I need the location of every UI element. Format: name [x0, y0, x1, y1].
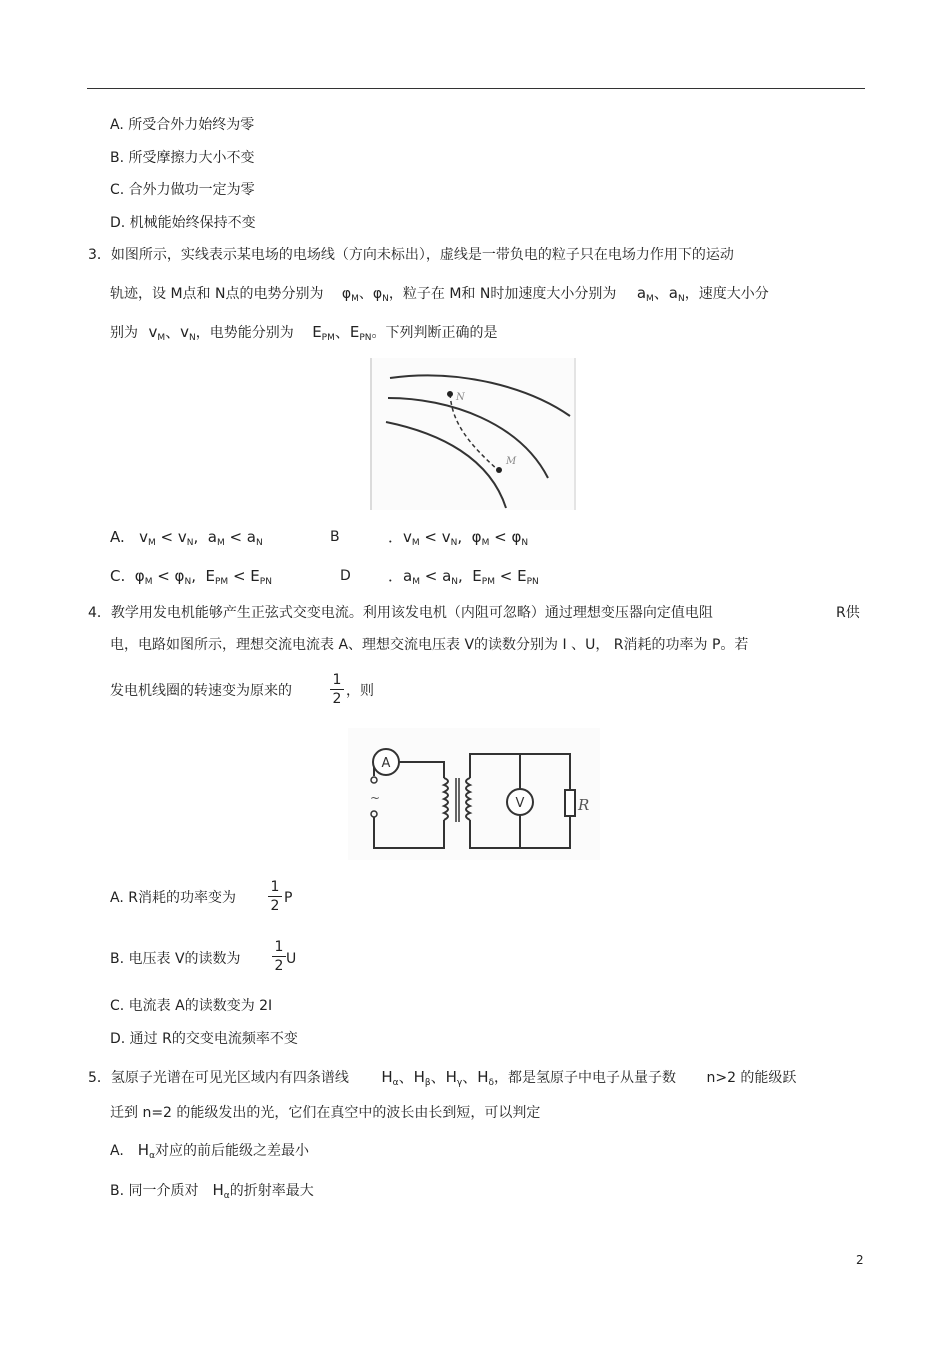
svg-text:R: R	[578, 796, 590, 814]
q3-option-b-label: B	[330, 529, 340, 545]
q4-option-b: B. 电压表 V的读数为	[110, 951, 241, 967]
svg-text:A: A	[381, 756, 391, 771]
q2-option-d: D. 机械能始终保持不变	[110, 215, 256, 231]
q3-stem-line2: 轨迹，设 M点和 N点的电势分别为 $\varphi_M$、$\varphi_N$，粒子在 M和 N时加速度大小分别为 $a_M$、$a_N$，速度大小分	[110, 284, 769, 304]
q2-option-c: C. 合外力做功一定为零	[110, 182, 255, 198]
q3-option-c: C. $\varphi_M < \varphi_N$, $E_{PM} < E_{PN}$	[110, 567, 272, 587]
q5-stem-line1: 5．氢原子光谱在可见光区域内有四条谱线 $H_\alpha$、$H_\beta$、$H_\gamma$、$H_\delta$，都是氢原子中电子从量子数 n>2 的能级跃	[88, 1068, 797, 1088]
electric-field-figure	[370, 358, 576, 510]
q4-stem-line2: 电，电路如图所示，理想交流电流表 A、理想交流电压表 V的读数分别为 I 、U， R消耗的功率为 P。若	[110, 637, 749, 653]
header-rule	[87, 88, 865, 89]
q2-option-b: B. 所受摩擦力大小不变	[110, 150, 255, 166]
secondary-coil	[466, 778, 470, 820]
point-m	[496, 467, 502, 473]
q4-option-a-fraction: 1 2	[268, 879, 282, 914]
q4-option-a: A. R消耗的功率变为	[110, 890, 236, 906]
q4-option-c: C. 电流表 A的读数变为 2I	[110, 998, 273, 1014]
page-number: 2	[856, 1253, 864, 1267]
svg-text:V: V	[515, 796, 525, 811]
q4-stem-line3-tail: ，则	[346, 683, 374, 699]
svg-text:N: N	[456, 392, 465, 403]
svg-text:M: M	[506, 456, 517, 467]
q4-option-a-tail: P	[284, 890, 293, 906]
q3-stem-line1: 3．如图所示，实线表示某电场的电场线（方向未标出），虚线是一带负电的粒子只在电场力作用下的运动	[88, 247, 734, 263]
q5-option-b: B. 同一介质对 $H_\alpha$的折射率最大	[110, 1181, 314, 1201]
q4-option-d: D. 通过 R的交变电流频率不变	[110, 1031, 298, 1047]
q3-stem-line3: 别为 $v_M$、$v_N$，电势能分别为 $E_{PM}$、$E_{PN}$。下列判断正确的是	[110, 323, 498, 343]
q4-fraction-half: 1 2	[330, 672, 344, 707]
transformer-circuit-figure	[348, 728, 600, 860]
q4-stem-line3: 发电机线圈的转速变为原来的	[110, 683, 292, 699]
q2-option-a: A. 所受合外力始终为零	[110, 117, 255, 133]
q4-stem-line1: 4．教学用发电机能够产生正弦式交变电流。利用该发电机（内阻可忽略）通过理想变压器向定值电阻	[88, 605, 713, 621]
svg-text:~: ~	[370, 791, 381, 805]
q4-option-b-tail: U	[286, 951, 297, 967]
q3-option-b: ．$v_M < v_N$, $\varphi_M < \varphi_N$	[388, 528, 529, 548]
q3-option-d-label: D	[340, 568, 351, 584]
point-n	[447, 391, 453, 397]
field-line-1	[390, 375, 570, 416]
resistor	[565, 790, 575, 816]
q3-option-d: ．$a_M < a_N$, $E_{PM} < E_{PN}$	[388, 567, 539, 587]
q3-option-a: A. $v_M < v_N$, $a_M < a_N$	[110, 528, 263, 548]
field-line-3	[386, 422, 506, 508]
primary-coil	[444, 778, 448, 820]
q4-stem-line1-tail: R供	[836, 605, 860, 621]
q5-option-a: A. $H_\alpha$对应的前后能级之差最小	[110, 1141, 309, 1161]
trajectory-dashed	[450, 394, 498, 470]
q5-stem-line2: 迁到 n=2 的能级发出的光，它们在真空中的波长由长到短，可以判定	[110, 1105, 541, 1121]
field-line-2	[388, 398, 548, 478]
q4-option-b-fraction: 1 2	[272, 939, 286, 974]
